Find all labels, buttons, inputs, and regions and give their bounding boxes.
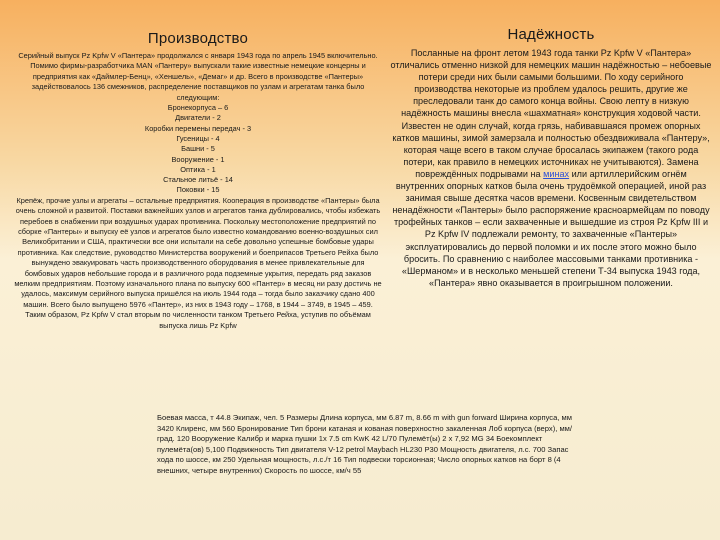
production-column (14, 30, 382, 331)
list-item: Башни - 5 (181, 144, 215, 154)
production-rest: Крепёж, прочие узлы и агрегаты – остальные предприятия. Кооперация в производстве «Пантеры» была очень сложной и развитой. Поставки важнейших узлов и агрегатов танка дублировались, чтобы избежать перебоев в снабжении при воздушных ударах противника. Поскольку местоположение предприятий по сборке «Пантеры» и выпуску её узлов и агрегатов было известно командованию военно-воздушных сил Великобритании и США, практически все они испытали на себе довольно успешные бомбовые удары противника. Как следствие, руководство Министерства вооружений и боеприпасов Третьего Рейха было вынуждено эвакуировать часть производственного оборудования в менее привлекательные для бомбовых ударов небольшие города и в различного рода подземные укрытия, передать ряд заказов мелким предприятиям. Поэтому изначального плана по выпуску 600 «Пантер» в месяц ни разу достичь не удалось, максимум серийного выпуска пришёлся на июль 1944 года – тогда было заказчику сдано 400 машин. Всего было выпущено 5976 «Пантер», из них в 1943 году – 1768, в 1944 – 3749, в 1945 – 459. Таким образом, Pz Kpfw V стал вторым по численности танком Третьего Рейха, уступив по объёмам выпуска лишь Pz Kpfw (14, 195, 382, 330)
list-item: Гусеницы - 4 (176, 133, 220, 143)
list-item: Поковки - 15 (176, 185, 220, 195)
list-item: Вооружение - 1 (171, 154, 225, 164)
list-item: Коробки перемены передач - 3 (144, 123, 252, 133)
production-title: Производство (147, 30, 249, 47)
reliability-text-part2: или артиллерийским огнём внутренних опорных катков была очень трудоёмкой операцией, иной раз занимая свыше десятка часов времени. Косвенным свидетельством ненадёжности «Пантеры» было распоряжение красноармейцам по поводу трофейных танков – если захваченные и вышедшие из строя Pz Kpfw III и Pz Kpfw IV подлежали ремонту, то захваченные «Пантеры» эксплуатировались до первой поломки и их после этого можно было бросить. По сравнению с наиболее массовыми танками противника - «Шерманом» и в несколько меньшей степени Т-34 выпуска 1943 года, «Пантера» явно оказывается в проигрышном положении. (392, 168, 710, 288)
reliability-text-part1: Посланные на фронт летом 1943 года танки Pz Kpfw V «Пантера» отличались отменно низкой для немецких машин надёжностью – небоевые потери среди них были самыми большими. По ходу серийного производства некоторые из проблем удалось решить, другие же преследовали танк до самого конца войны. Свою лепту в низкую надёжность машины внесла «шахматная» конструкция ходовой части. Известен не один случай, когда грязь, набивавшаяся промеж опорных катков машины, зимой замерзала и полностью обездвиживала «Пантеру», которая чаще всего в таком случае бросалась экипажем (такого рода потери, как правило в немецких источниках не учитываются). Замена повреждённых подрывами на (390, 48, 712, 179)
reliability-column (390, 26, 712, 289)
reliability-text (390, 47, 712, 289)
list-item: Стальное литьё - 14 (163, 175, 233, 185)
supplier-list (14, 103, 382, 196)
list-item: Бронекорпуса – 6 (167, 103, 229, 113)
production-intro: Серийный выпуск Pz Kpfw V «Пантера» продолжался с января 1943 года по апрель 1945 включительно. Помимо фирмы-разработчика MAN «Пантеру» выпускали такие известные немецкие концерны и предприятия как «Даймлер-Бенц», «Хеншель», «Демаг» и др. Всего в производстве «Пантеры» задействовалось 136 смежников, распределение поставщиков по узлам и агрегатам танка было следующим: (18, 51, 378, 102)
list-item: Двигатели - 2 (175, 113, 221, 123)
reliability-title: Надёжность (507, 26, 595, 43)
mines-link[interactable]: минах (543, 168, 570, 179)
specs-block: Боевая масса, т 44.8 Экипаж, чел. 5 Размеры Длина корпуса, мм 6.87 m, 8.66 m with gun forward Ширина корпуса, мм 3420 Клиренс, мм 560 Бронирование Тип брони катаная и кованая поверхностно закаленная Лоб корпуса (верх), мм/град. 120 Вооружение Калибр и марка пушки 1x 7.5 cm KwK 42 L/70 Пулемёт(ы) 2 x 7,92 MG 34 Боекомплект пулемёта(ов) 5,100 Подвижность Тип двигателя V-12 petrol Maybach HL230 P30 Мощность двигателя, л.с. 700 Запас хода по шоссе, км 250 Удельная мощность, л.с./т 16 Тип подвески торсионная; Число опорных катков на борт 8 (4 внешних, четыре внутренних) Скорость по шоссе, км/ч 55 (157, 413, 573, 475)
list-item: Оптика - 1 (180, 164, 216, 174)
